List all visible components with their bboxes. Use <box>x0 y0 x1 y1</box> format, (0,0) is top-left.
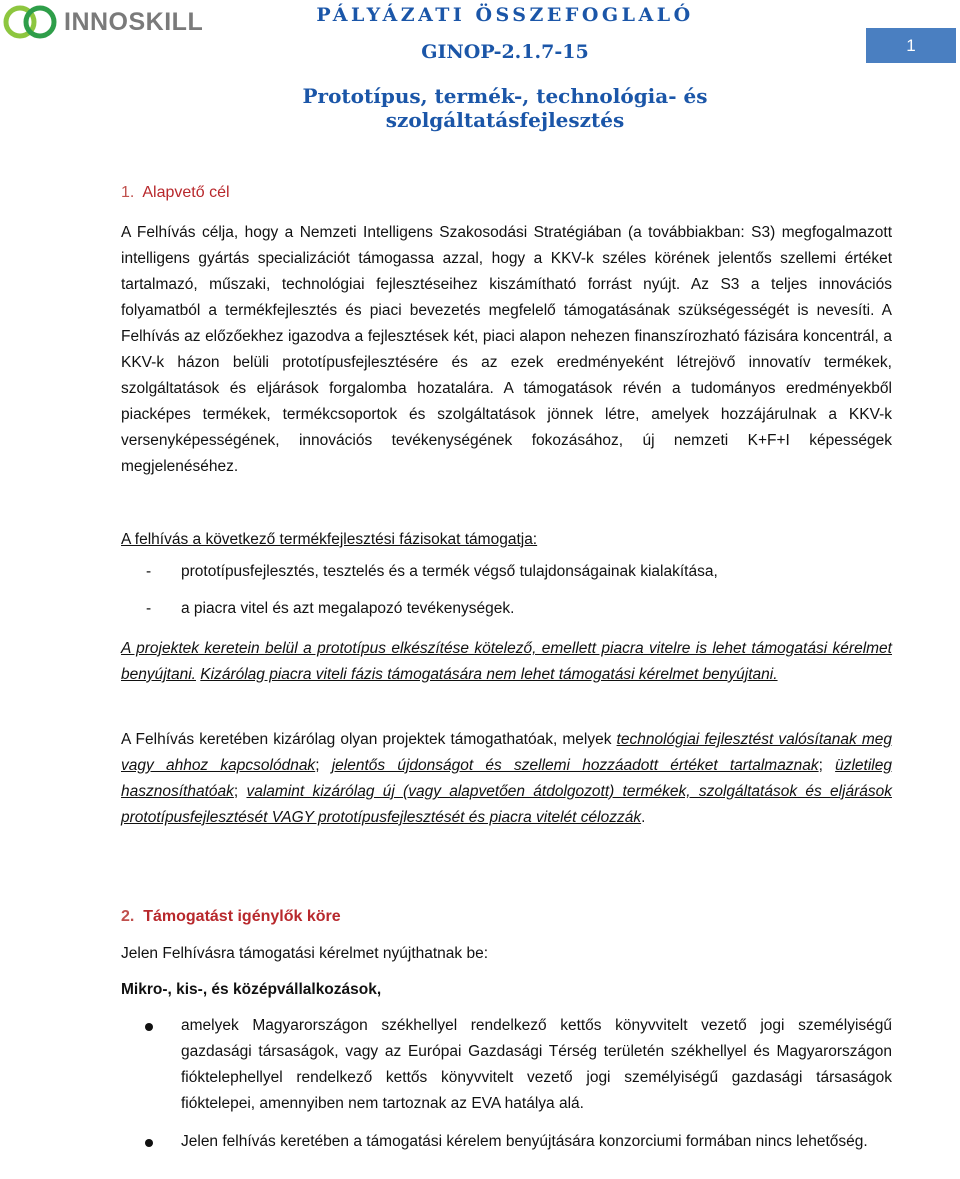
program-subtitle: Prototípus, termék-, technológia- és szolgáltatásfejlesztés <box>302 84 708 132</box>
section-1-number: 1. <box>121 184 135 201</box>
eligibility-criterion-3: üzletileg hasznosíthatóak <box>121 757 892 800</box>
section-1-title: Alapvető cél <box>142 184 230 201</box>
eligibility-intro: A Felhívás keretében kizárólag olyan projektek támogathatóak, melyek <box>121 731 612 748</box>
end-period: . <box>641 809 646 826</box>
section-2-intro: Jelen Felhívásra támogatási kérelmet nyújthatnak be: <box>121 945 489 962</box>
eligibility-criterion-2: jelentős újdonságot és szellemi hozzáadott értéket tartalmaznak <box>331 757 819 774</box>
program-code: GINOP-2.1.7-15 <box>421 41 589 63</box>
eligibility-criterion-4: valamint kizárólag új (vagy alapvetően átdolgozott) termékek, szolgáltatások és eljárások prototípusfejlesztését VAGY prototípusfejlesztését és piacra vitelét célozzák <box>121 783 892 826</box>
phase-item-text: a piacra vitel és azt megalapozó tevékenységek. <box>181 600 515 617</box>
mandatory-note-2: Kizárólag piacra viteli fázis támogatására nem lehet támogatási kérelmet benyújtani. <box>200 666 778 683</box>
page-number: 1 <box>866 28 956 63</box>
bullet-icon <box>143 1021 155 1033</box>
logo-text: INNOSKILL <box>64 7 204 36</box>
bullet-item-2: Jelen felhívás keretében a támogatási kérelem benyújtására konzorciumi formában nincs lehetőség. <box>181 1133 868 1150</box>
phase-item-text: prototípusfejlesztés, tesztelés és a termék végső tulajdonságainak kialakítása, <box>181 563 718 580</box>
section-2-title: Támogatást igénylők köre <box>143 908 341 925</box>
mandatory-note <box>121 636 892 688</box>
bullet-icon <box>143 1137 155 1149</box>
rings-logo-icon <box>2 2 60 42</box>
applicant-group-heading: Mikro-, kis-, és középvállalkozások, <box>121 981 382 998</box>
dash-marker: - <box>146 563 152 580</box>
mandatory-note-1: A projektek keretein belül a prototípus elkészítése kötelező, emellett piacra vitelre is lehet támogatási kérelmet benyújtani. <box>121 640 892 683</box>
phases-heading: A felhívás a következő termékfejlesztési fázisokat támogatja: <box>121 531 538 548</box>
separator: ; <box>315 757 332 774</box>
dash-marker: - <box>146 600 152 617</box>
document-title: PÁLYÁZATI ÖSSZEFOGLALÓ <box>316 4 694 26</box>
separator: ; <box>818 757 836 774</box>
section-2-heading <box>121 904 892 930</box>
eligibility-paragraph <box>121 727 892 831</box>
bullet-item-1: amelyek Magyarországon székhellyel rendelkező kettős könyvvitelt vezető jogi személyiségű gazdasági társaságok, vagy az Európai Gazdasági Térség területén székhellyel és Magyarországon fióktelephellyel rendelkező kettős könyvvitelt vezető jogi személyiségű gazdasági társaságok fióktelepei, amennyiben nem tartoznak az EVA hatálya alá. <box>181 1017 892 1112</box>
section-1-heading <box>121 180 892 206</box>
separator: ; <box>233 783 247 800</box>
section-1-paragraph: A Felhívás célja, hogy a Nemzeti Intelligens Szakosodási Stratégiában (a továbbiakban: S3) megfogalmazott intelligens gyártás specializációt támogassa azzal, hogy a KKV-k széles körének jelentős szellemi értéket tartalmazó, műszaki, technológiai fejlesztéseihez kiszámítható forrást nyújt. Az S3 a teljes innovációs folyamatból a termékfejlesztés és piaci bevezetés megfelelő támogatásának szükségességét is nevesíti. A Felhívás az előzőekhez igazodva a fejlesztések két, piaci alapon nehezen finanszírozható fázisára koncentrál, a KKV-k házon belüli prototípusfejlesztésére és az ezek eredményeként létrejövő innovatív termékek, szolgáltatások és eljárások forgalomba hozatalára. A támogatások révén a tudományos eredményekből piacképes termékek, termékcsoportok és szolgáltatások jönnek létre, amelyek hozzájárulnak a KKV-k versenyképességének, innovációs tevékenységének fokozásához, új nemzeti K+F+I képességek megjelenéséhez. <box>121 224 892 475</box>
section-2-number: 2. <box>121 908 135 925</box>
eligibility-criterion-1: technológiai fejlesztést valósítanak meg vagy ahhoz kapcsolódnak <box>121 731 892 774</box>
innoskill-logo <box>2 2 203 42</box>
